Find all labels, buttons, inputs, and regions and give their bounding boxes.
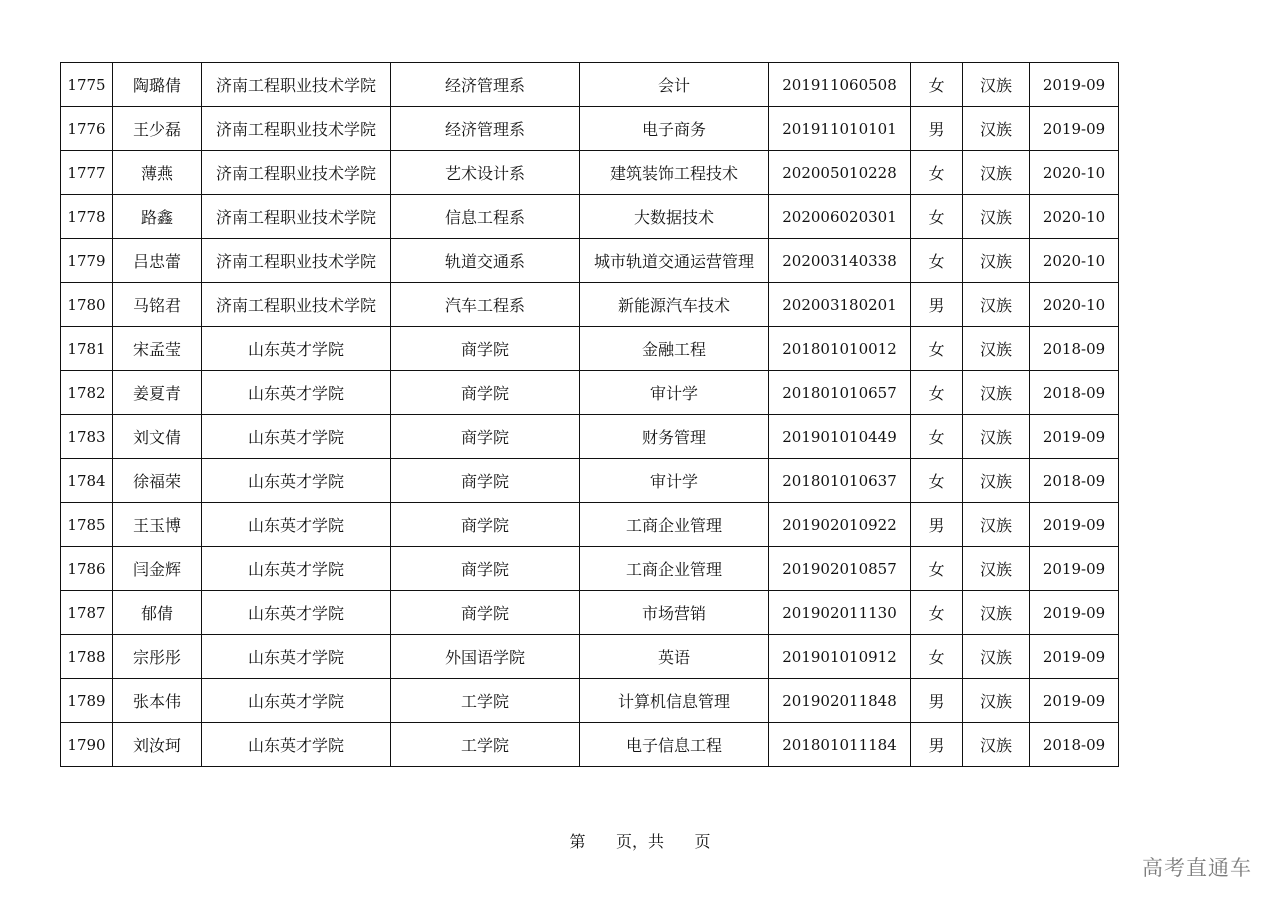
student-id-cell: 202006020301 [769,195,911,239]
name-cell: 王玉博 [113,503,202,547]
table-row [61,371,1119,415]
gender-cell: 女 [911,635,963,679]
student-table-body [61,63,1119,767]
department-cell: 商学院 [391,415,580,459]
school-cell: 山东英才学院 [202,459,391,503]
major-cell: 电子商务 [580,107,769,151]
table-row [61,415,1119,459]
gender-cell: 女 [911,151,963,195]
ethnicity-cell: 汉族 [963,503,1030,547]
name-cell: 闫金辉 [113,547,202,591]
name-cell: 陶璐倩 [113,63,202,107]
row-number-cell: 1789 [61,679,113,723]
department-cell: 信息工程系 [391,195,580,239]
major-cell: 大数据技术 [580,195,769,239]
ethnicity-cell: 汉族 [963,151,1030,195]
table-row [61,239,1119,283]
student-id-cell: 201911010101 [769,107,911,151]
table-row [61,503,1119,547]
ethnicity-cell: 汉族 [963,327,1030,371]
table-row [61,63,1119,107]
name-cell: 吕忠蕾 [113,239,202,283]
department-cell: 艺术设计系 [391,151,580,195]
department-cell: 商学院 [391,547,580,591]
name-cell: 刘汝珂 [113,723,202,767]
ethnicity-cell: 汉族 [963,371,1030,415]
row-number-cell: 1785 [61,503,113,547]
school-cell: 济南工程职业技术学院 [202,107,391,151]
student-id-cell: 201801010012 [769,327,911,371]
school-cell: 济南工程职业技术学院 [202,151,391,195]
ethnicity-cell: 汉族 [963,195,1030,239]
department-cell: 商学院 [391,327,580,371]
row-number-cell: 1784 [61,459,113,503]
major-cell: 计算机信息管理 [580,679,769,723]
school-cell: 山东英才学院 [202,327,391,371]
enrollment-date-cell: 2020-10 [1030,283,1119,327]
major-cell: 审计学 [580,371,769,415]
major-cell: 市场营销 [580,591,769,635]
table-row [61,459,1119,503]
major-cell: 财务管理 [580,415,769,459]
table-row [61,283,1119,327]
ethnicity-cell: 汉族 [963,459,1030,503]
row-number-cell: 1780 [61,283,113,327]
department-cell: 工学院 [391,723,580,767]
ethnicity-cell: 汉族 [963,283,1030,327]
department-cell: 轨道交通系 [391,239,580,283]
name-cell: 宋孟莹 [113,327,202,371]
row-number-cell: 1781 [61,327,113,371]
name-cell: 马铭君 [113,283,202,327]
department-cell: 经济管理系 [391,107,580,151]
name-cell: 王少磊 [113,107,202,151]
student-id-cell: 201801010637 [769,459,911,503]
department-cell: 商学院 [391,591,580,635]
enrollment-date-cell: 2019-09 [1030,63,1119,107]
department-cell: 汽车工程系 [391,283,580,327]
gender-cell: 男 [911,679,963,723]
gender-cell: 男 [911,283,963,327]
department-cell: 外国语学院 [391,635,580,679]
student-id-cell: 201902010857 [769,547,911,591]
student-id-cell: 201911060508 [769,63,911,107]
major-cell: 建筑装饰工程技术 [580,151,769,195]
table-row [61,723,1119,767]
gender-cell: 女 [911,547,963,591]
row-number-cell: 1778 [61,195,113,239]
student-id-cell: 201801011184 [769,723,911,767]
department-cell: 工学院 [391,679,580,723]
school-cell: 山东英才学院 [202,415,391,459]
table-row [61,107,1119,151]
school-cell: 济南工程职业技术学院 [202,63,391,107]
major-cell: 新能源汽车技术 [580,283,769,327]
ethnicity-cell: 汉族 [963,547,1030,591]
row-number-cell: 1783 [61,415,113,459]
row-number-cell: 1777 [61,151,113,195]
row-number-cell: 1782 [61,371,113,415]
watermark-logo: 高考直通车 [1142,856,1252,880]
gender-cell: 女 [911,591,963,635]
school-cell: 山东英才学院 [202,679,391,723]
school-cell: 济南工程职业技术学院 [202,195,391,239]
ethnicity-cell: 汉族 [963,679,1030,723]
name-cell: 徐福荣 [113,459,202,503]
row-number-cell: 1776 [61,107,113,151]
row-number-cell: 1775 [61,63,113,107]
enrollment-date-cell: 2019-09 [1030,107,1119,151]
row-number-cell: 1787 [61,591,113,635]
gender-cell: 男 [911,503,963,547]
enrollment-date-cell: 2020-10 [1030,239,1119,283]
school-cell: 济南工程职业技术学院 [202,283,391,327]
student-id-cell: 201901010449 [769,415,911,459]
school-cell: 山东英才学院 [202,371,391,415]
major-cell: 工商企业管理 [580,547,769,591]
student-id-cell: 202005010228 [769,151,911,195]
department-cell: 商学院 [391,503,580,547]
enrollment-date-cell: 2020-10 [1030,151,1119,195]
row-number-cell: 1786 [61,547,113,591]
department-cell: 商学院 [391,371,580,415]
department-cell: 商学院 [391,459,580,503]
enrollment-date-cell: 2018-09 [1030,723,1119,767]
gender-cell: 女 [911,415,963,459]
major-cell: 审计学 [580,459,769,503]
ethnicity-cell: 汉族 [963,239,1030,283]
name-cell: 郁倩 [113,591,202,635]
name-cell: 薄燕 [113,151,202,195]
table-row [61,327,1119,371]
table-row [61,195,1119,239]
ethnicity-cell: 汉族 [963,107,1030,151]
major-cell: 电子信息工程 [580,723,769,767]
ethnicity-cell: 汉族 [963,591,1030,635]
ethnicity-cell: 汉族 [963,635,1030,679]
name-cell: 张本伟 [113,679,202,723]
enrollment-date-cell: 2019-09 [1030,415,1119,459]
enrollment-date-cell: 2019-09 [1030,635,1119,679]
department-cell: 经济管理系 [391,63,580,107]
table-row [61,151,1119,195]
table-row [61,591,1119,635]
gender-cell: 女 [911,195,963,239]
name-cell: 姜夏青 [113,371,202,415]
student-id-cell: 202003140338 [769,239,911,283]
school-cell: 山东英才学院 [202,635,391,679]
school-cell: 山东英才学院 [202,591,391,635]
table-row [61,547,1119,591]
table-row [61,679,1119,723]
enrollment-date-cell: 2019-09 [1030,591,1119,635]
student-id-cell: 201902011130 [769,591,911,635]
ethnicity-cell: 汉族 [963,415,1030,459]
enrollment-date-cell: 2018-09 [1030,371,1119,415]
student-id-cell: 201801010657 [769,371,911,415]
gender-cell: 女 [911,239,963,283]
student-id-cell: 201902011848 [769,679,911,723]
table-row [61,635,1119,679]
major-cell: 英语 [580,635,769,679]
major-cell: 城市轨道交通运营管理 [580,239,769,283]
enrollment-date-cell: 2018-09 [1030,459,1119,503]
ethnicity-cell: 汉族 [963,723,1030,767]
enrollment-date-cell: 2020-10 [1030,195,1119,239]
enrollment-date-cell: 2019-09 [1030,547,1119,591]
gender-cell: 女 [911,63,963,107]
major-cell: 工商企业管理 [580,503,769,547]
student-id-cell: 201901010912 [769,635,911,679]
gender-cell: 女 [911,371,963,415]
gender-cell: 男 [911,723,963,767]
school-cell: 山东英才学院 [202,723,391,767]
student-table [60,62,1119,767]
student-id-cell: 201902010922 [769,503,911,547]
enrollment-date-cell: 2019-09 [1030,679,1119,723]
row-number-cell: 1788 [61,635,113,679]
gender-cell: 男 [911,107,963,151]
student-id-cell: 202003180201 [769,283,911,327]
page-footer: 第 页，共 页 [569,832,711,851]
row-number-cell: 1790 [61,723,113,767]
major-cell: 会计 [580,63,769,107]
enrollment-date-cell: 2018-09 [1030,327,1119,371]
row-number-cell: 1779 [61,239,113,283]
name-cell: 路鑫 [113,195,202,239]
name-cell: 宗彤彤 [113,635,202,679]
school-cell: 济南工程职业技术学院 [202,239,391,283]
name-cell: 刘文倩 [113,415,202,459]
ethnicity-cell: 汉族 [963,63,1030,107]
major-cell: 金融工程 [580,327,769,371]
enrollment-date-cell: 2019-09 [1030,503,1119,547]
gender-cell: 女 [911,327,963,371]
school-cell: 山东英才学院 [202,547,391,591]
school-cell: 山东英才学院 [202,503,391,547]
gender-cell: 女 [911,459,963,503]
